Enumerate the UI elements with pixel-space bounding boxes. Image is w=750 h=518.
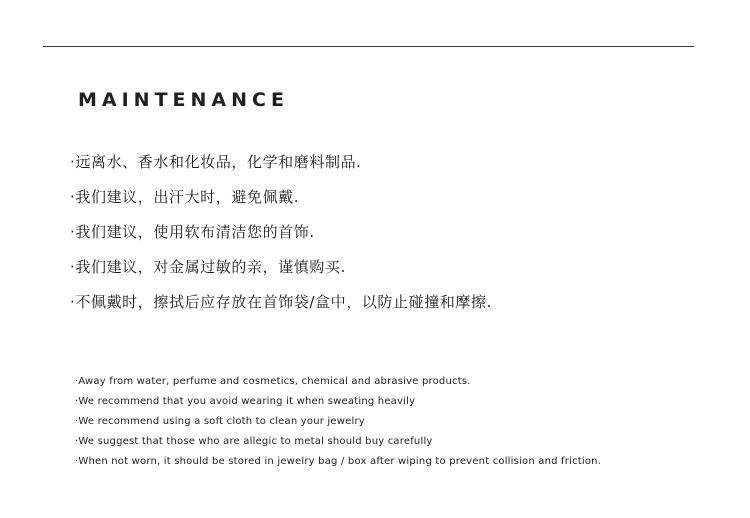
chinese-instruction-item: ·我们建议，出汗大时，避免佩戴.: [70, 188, 300, 206]
chinese-instructions-list: [70, 152, 492, 327]
page-title: MAINTENANCE: [78, 89, 289, 111]
top-divider: [43, 46, 694, 47]
english-instruction-item: ·Away from water, perfume and cosmetics, chemical and abrasive products.: [75, 376, 471, 387]
chinese-instruction-item: ·不佩戴时，擦拭后应存放在首饰袋/盒中，以防止碰撞和摩擦.: [70, 293, 492, 311]
english-instruction-item: ·We recommend using a soft cloth to clean your jewelry: [75, 416, 365, 427]
english-instruction-item: ·When not worn, it should be stored in jewelry bag / box after wiping to prevent collision and friction.: [75, 456, 602, 467]
english-instructions-list: [75, 375, 601, 475]
english-instruction-item: ·We recommend that you avoid wearing it when sweating heavily: [75, 396, 416, 407]
chinese-instruction-item: ·我们建议，使用软布清洁您的首饰.: [70, 223, 315, 241]
chinese-instruction-item: ·远离水、香水和化妆品，化学和磨料制品.: [70, 153, 362, 171]
chinese-instruction-item: ·我们建议，对金属过敏的亲，谨慎购买.: [70, 258, 346, 276]
english-instruction-item: ·We suggest that those who are allegic to metal should buy carefully: [75, 436, 433, 447]
